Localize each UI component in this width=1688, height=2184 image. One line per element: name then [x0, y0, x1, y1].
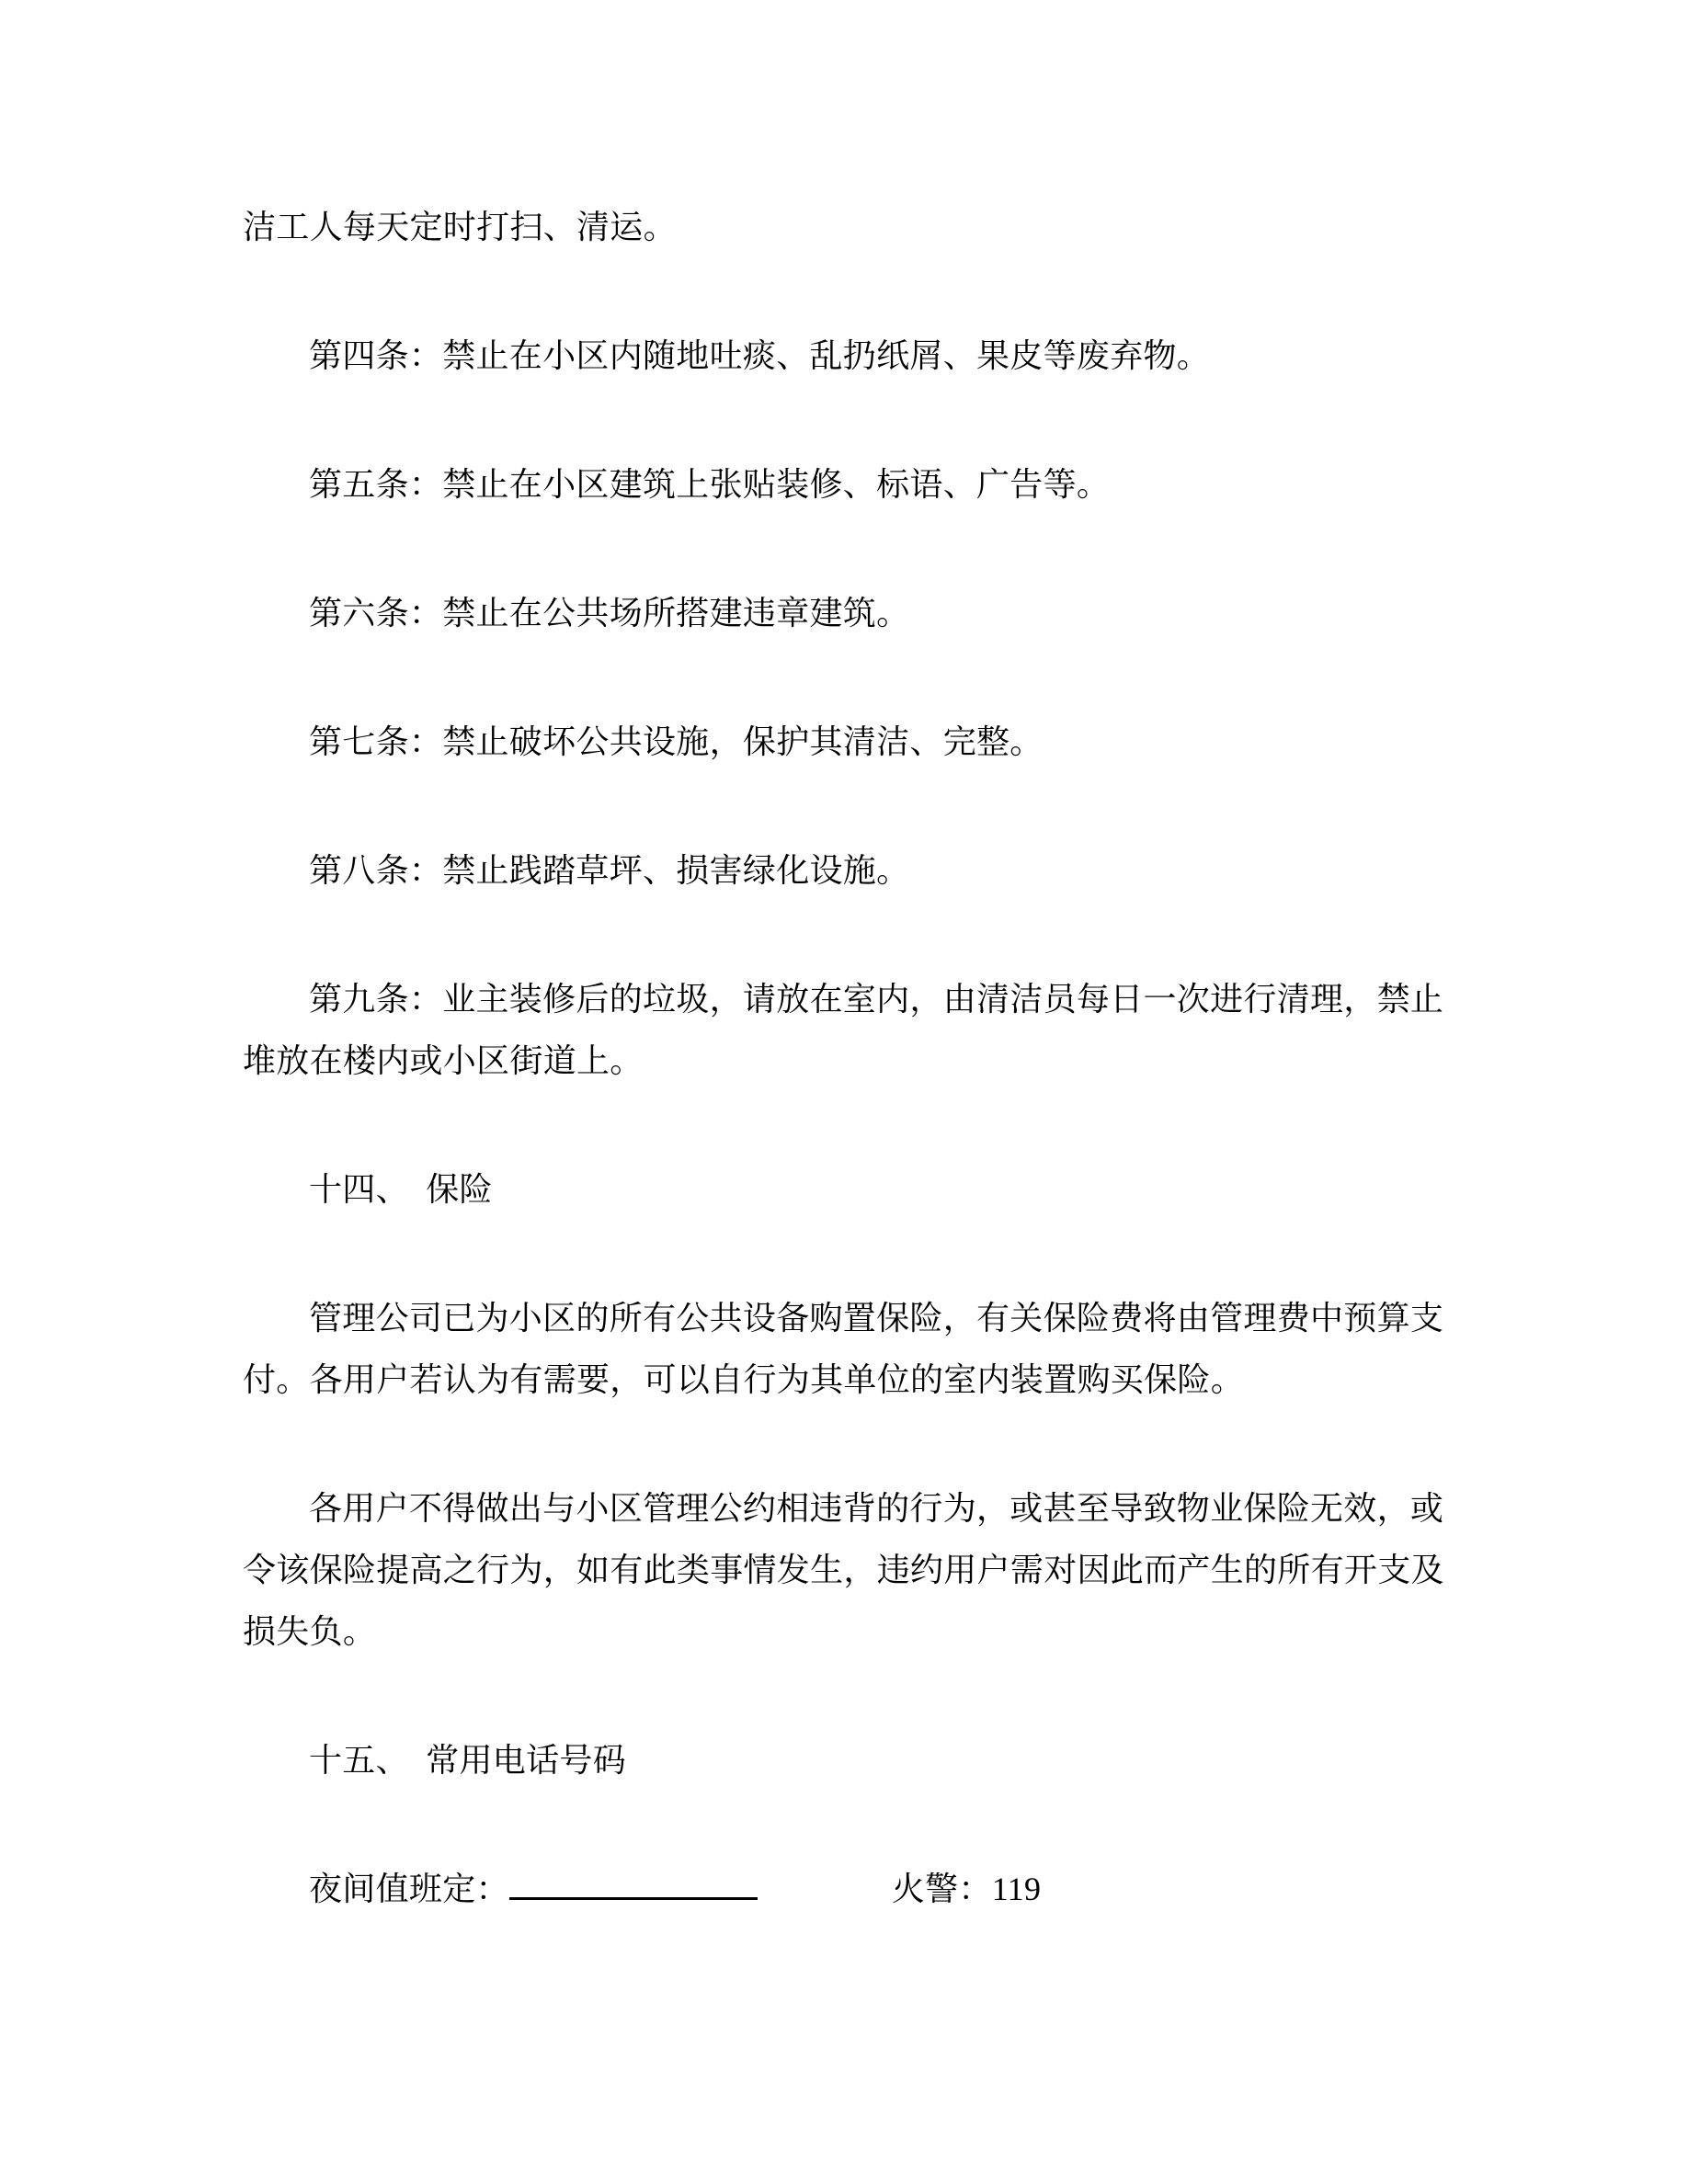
article-5: 第五条：禁止在小区建筑上张贴装修、标语、广告等。: [309, 466, 1111, 503]
article-9-line-1: 第九条：业主装修后的垃圾，请放在室内，由清洁员每日一次进行清理，禁止: [309, 981, 1444, 1018]
insurance-paragraph-1-line-2: 付。各用户若认为有需要，可以自行为其单位的室内装置购买保险。: [243, 1361, 1245, 1398]
phone-numbers-line: [243, 1859, 1462, 1920]
section-14-heading: 十四、 保险: [309, 1171, 493, 1208]
article-8: 第八条：禁止践踏草坪、损害绿化设施。: [309, 852, 910, 889]
insurance-paragraph-2-line-3: 损失负。: [243, 1613, 377, 1650]
insurance-paragraph-2-line-1: 各用户不得做出与小区管理公约相违背的行为，或甚至导致物业保险无效，或: [309, 1490, 1444, 1527]
fire-alarm-number: 火警：119: [891, 1871, 1042, 1907]
insurance-paragraph-1-line-1: 管理公司已为小区的所有公共设备购置保险，有关保险费将由管理费中预算支: [309, 1300, 1444, 1337]
document-body: [243, 197, 1462, 1920]
night-duty-label: 夜间值班定：: [309, 1871, 509, 1907]
insurance-paragraph-2-line-2: 令该保险提高之行为，如有此类事情发生，违约用户需对因此而产生的所有开支及: [243, 1552, 1444, 1588]
continuation-line: 洁工人每天定时打扫、清运。: [243, 209, 677, 245]
article-9-line-2: 堆放在楼内或小区街道上。: [243, 1042, 644, 1079]
article-7: 第七条：禁止破坏公共设施，保护其清洁、完整。: [309, 723, 1044, 760]
section-15-heading: 十五、 常用电话号码: [309, 1742, 627, 1779]
article-4: 第四条：禁止在小区内随地吐痰、乱扔纸屑、果皮等废弃物。: [309, 337, 1211, 374]
fill-in-blank-line: [509, 1866, 758, 1900]
article-6: 第六条：禁止在公共场所搭建违章建筑。: [309, 595, 910, 631]
